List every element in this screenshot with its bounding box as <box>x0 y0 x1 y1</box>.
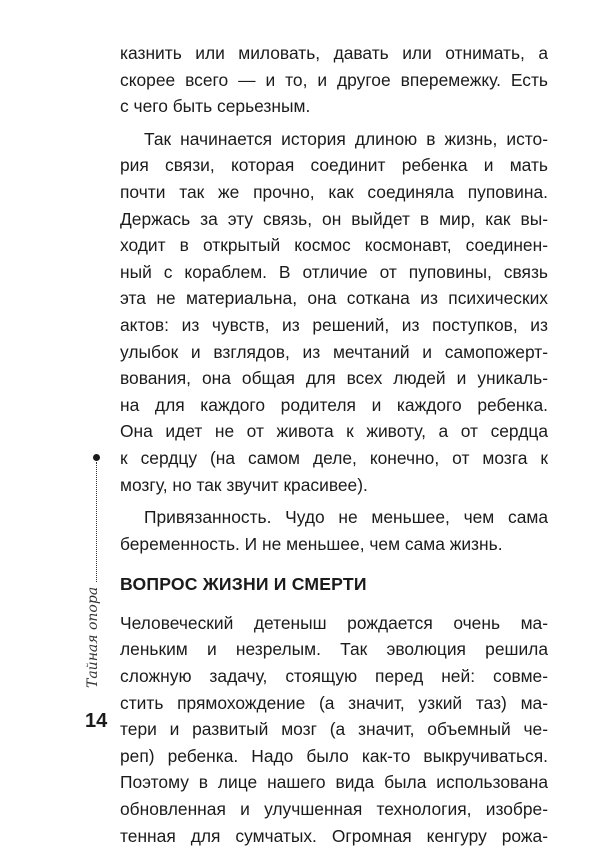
text-line: Человеческий детеныш рождается очень ма- <box>120 612 548 633</box>
text-line: обновленная и улучшенная технология, изобре- <box>120 799 548 820</box>
section-heading: ВОПРОС ЖИЗНИ И СМЕРТИ <box>120 574 367 595</box>
page-number: 14 <box>85 710 108 732</box>
text-line: Поэтому в лице нашего вида была использована <box>120 772 548 793</box>
text-line: казнить или миловать, давать или отнимать, а <box>120 43 548 63</box>
paragraph-continued <box>120 40 548 120</box>
text-line: улыбок и взглядов, из мечтаний и самопожерт- <box>120 341 548 362</box>
text-line: эта не материальна, она соткана из психических <box>120 288 548 309</box>
text-line: Так начинается история длиною в жизнь, исто- <box>144 128 548 149</box>
text-line: реп) ребенка. Надо было как-то выкручиваться. <box>120 745 548 766</box>
text-line: к сердцу (на самом деле, конечно, от мозга к <box>120 447 548 468</box>
text-line: актов: из чувств, из решений, из поступков, из <box>120 314 548 335</box>
text-line: почти так же прочно, как соединяла пуповина. <box>120 181 548 202</box>
paragraph <box>120 126 548 498</box>
text-line: вования, она общая для всех людей и уникаль- <box>120 368 548 389</box>
text-line: стить прямохождение (а значит, узкий таз) ма- <box>120 692 548 713</box>
text-line: на для каждого родителя и каждого ребенка. <box>120 394 548 415</box>
text-line: мозгу, но так звучит красивее). <box>120 474 368 495</box>
running-title: Тайная опора <box>85 586 101 688</box>
text-line: скорее всего — и то, и другое вперемежку. Есть <box>120 69 548 90</box>
running-title-dot <box>93 454 100 461</box>
text-line: сложную задачу, стоящую перед ней: совме- <box>120 666 548 687</box>
text-line: рия связи, которая соединит ребенка и мать <box>120 155 548 176</box>
text-line: Привязанность. Чудо не меньшее, чем сама <box>144 507 548 528</box>
text-line: леньким и незрелым. Так эволюция решила <box>120 639 548 660</box>
text-line: с чего быть серьезным. <box>120 96 311 117</box>
text-line: ходит в открытый космос космонавт, соединен- <box>120 235 548 256</box>
text-line: беременность. И не меньшее, чем сама жизнь. <box>120 533 503 554</box>
paragraph <box>120 610 548 849</box>
text-line: тенная для сумчатых. Огромная кенгуру рожа- <box>120 825 548 846</box>
text-line: Она идет не от живота к животу, а от сердца <box>120 421 548 442</box>
running-title-dotted-rule <box>96 462 97 582</box>
text-line: ный с кораблем. В отличие от пуповины, связь <box>120 261 548 282</box>
paragraph <box>120 504 548 557</box>
body-text <box>120 40 548 849</box>
text-line: тери и развитый мозг (а значит, объемный че- <box>120 719 548 740</box>
text-line: Держась за эту связь, он выйдет в мир, как вы- <box>120 208 548 229</box>
